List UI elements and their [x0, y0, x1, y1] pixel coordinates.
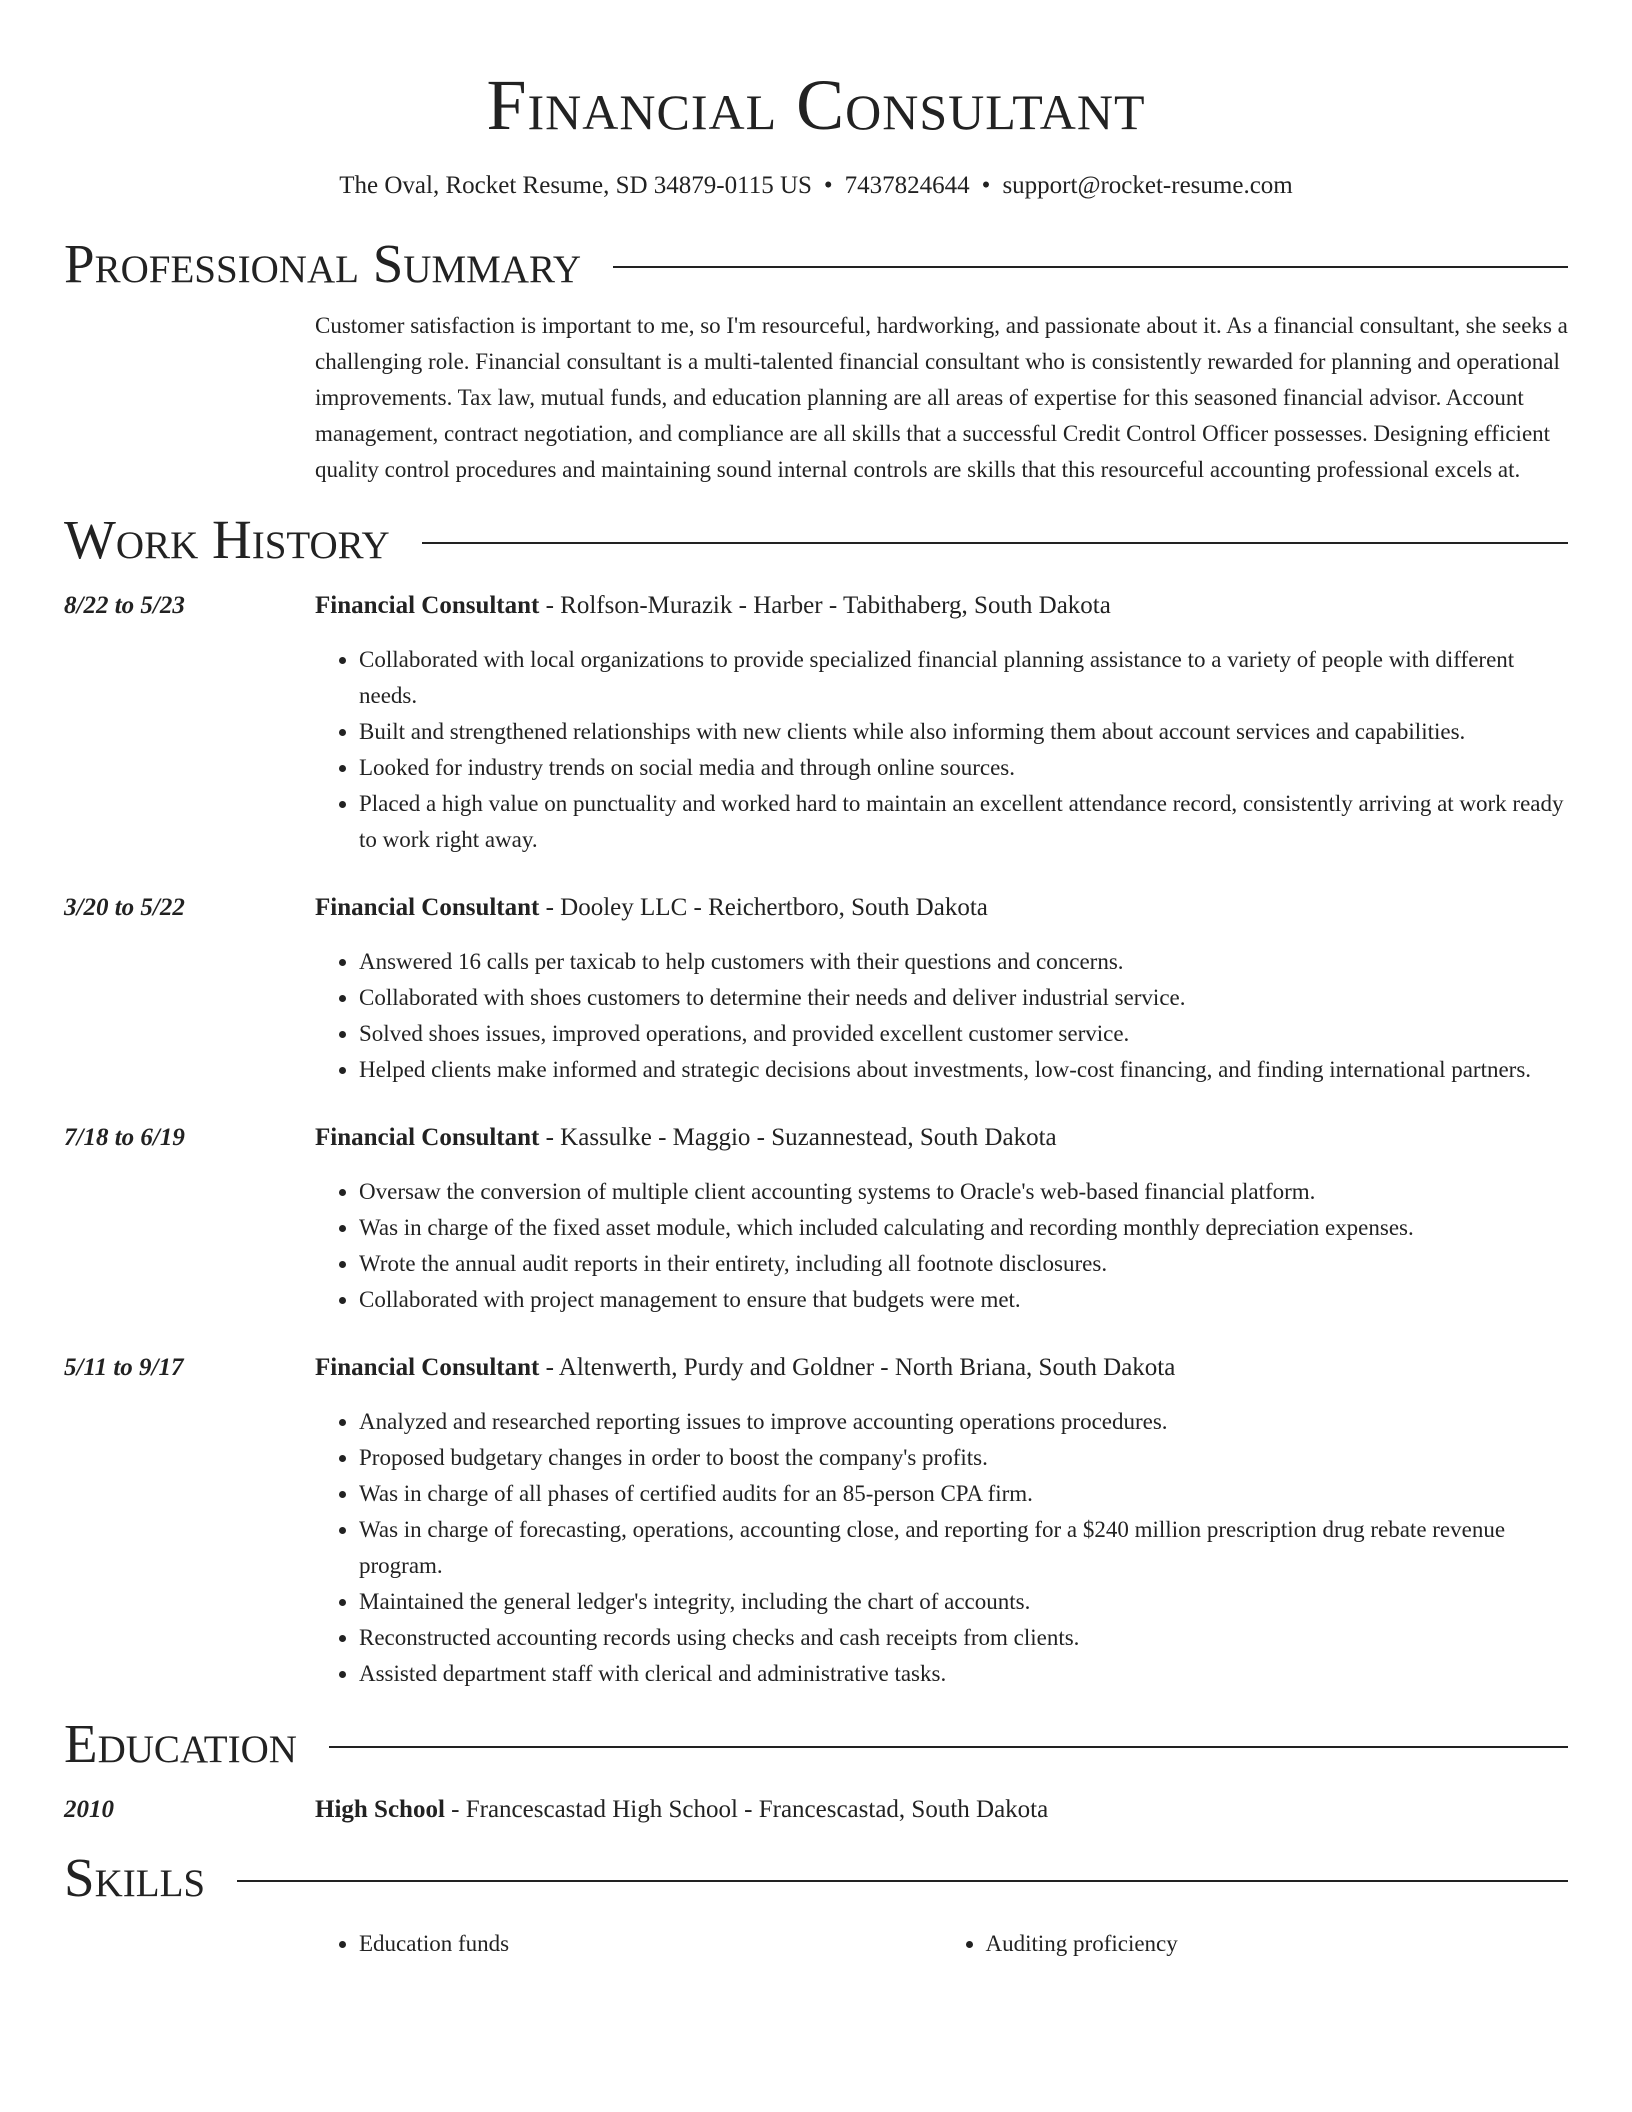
education-entry [64, 1792, 1568, 1828]
job-title-line [315, 1120, 1568, 1156]
job-role: Financial Consultant [315, 1354, 540, 1381]
skills-section [64, 1926, 1568, 1962]
list-item: • Answered 16 calls per taxicab to help customers with their questions and concerns. [359, 944, 1568, 980]
section-divider [329, 1746, 1568, 1748]
list-item: • Collaborated with shoes customers to determine their needs and deliver industrial service. [359, 980, 1568, 1016]
job-dates: 3/20 to 5/22 [64, 894, 185, 921]
education-year: 2010 [64, 1796, 114, 1823]
job-bullets [315, 944, 1568, 1088]
job-employer: - Dooley LLC - Reichertboro, South Dakota [539, 894, 988, 921]
job-entry [64, 588, 1568, 858]
contact-separator: • [823, 172, 833, 199]
contact-email: support@rocket-resume.com [1002, 172, 1293, 199]
job-dates: 8/22 to 5/23 [64, 592, 185, 619]
list-item: • Collaborated with local organizations to provide specialized financial planning assistance to a variety of people with different needs. [359, 642, 1568, 714]
job-employer: - Kassulke - Maggio - Suzannestead, South Dakota [539, 1124, 1057, 1151]
section-divider [237, 1880, 1568, 1882]
list-item: • Was in charge of forecasting, operations, accounting close, and reporting for a $240 million prescription drug rebate revenue program. [359, 1512, 1568, 1584]
job-role: Financial Consultant [315, 592, 540, 619]
contact-line [64, 170, 1568, 202]
list-item: • Wrote the annual audit reports in their entirety, including all footnote disclosures. [359, 1246, 1568, 1282]
list-item: • Oversaw the conversion of multiple client accounting systems to Oracle's web-based financial platform. [359, 1174, 1568, 1210]
list-item: • Maintained the general ledger's integrity, including the chart of accounts. [359, 1584, 1568, 1620]
list-item: • Was in charge of all phases of certified audits for an 85-person CPA firm. [359, 1476, 1568, 1512]
job-bullets [315, 642, 1568, 858]
job-bullets [315, 1404, 1568, 1692]
job-bullets [315, 1174, 1568, 1318]
contact-address: The Oval, Rocket Resume, SD 34879-0115 US [339, 172, 812, 199]
job-title-line [315, 1350, 1568, 1386]
list-item: • Placed a high value on punctuality and worked hard to maintain an excellent attendance record, consistently arriving at work ready to work right away. [359, 786, 1568, 858]
education-section-header [64, 1712, 1568, 1776]
summary-section-title: Professional Summary [64, 233, 582, 294]
summary-text: Customer satisfaction is important to me, so I'm resourceful, hardworking, and passionate about it. As a financial consultant, she seeks a challenging role. Financial consultant is a multi-talented financial consultant who is consistently rewarded for planning and operational improvements. Tax law, mutual funds, and education planning are all areas of expertise for this seasoned financial advisor. Account management, contract negotiation, and compliance are all skills that a successful Credit Control Officer possesses. Designing efficient quality control procedures and maintaining sound internal controls are skills that this resourceful accounting professional excels at. [315, 313, 1568, 482]
skill-item: • Auditing proficiency [986, 1926, 1569, 1962]
education-school: - Francescastad High School - Francescastad, South Dakota [444, 1796, 1049, 1823]
section-divider [613, 266, 1568, 268]
summary-section [64, 308, 1568, 488]
contact-phone: 7437824644 [844, 172, 970, 199]
skills-list-right [942, 1926, 1569, 1962]
skills-section-header [64, 1846, 1568, 1910]
job-employer: - Altenwerth, Purdy and Goldner - North Briana, South Dakota [539, 1354, 1176, 1381]
job-role: Financial Consultant [315, 1124, 540, 1151]
list-item: • Solved shoes issues, improved operations, and provided excellent customer service. [359, 1016, 1568, 1052]
education-degree: High School [315, 1796, 445, 1823]
job-title-line [315, 588, 1568, 624]
list-item: • Built and strengthened relationships with new clients while also informing them about account services and capabilities. [359, 714, 1568, 750]
list-item: • Looked for industry trends on social media and through online sources. [359, 750, 1568, 786]
work-section-header [64, 508, 1568, 572]
job-entry [64, 1350, 1568, 1692]
contact-separator: • [981, 172, 991, 199]
list-item: • Analyzed and researched reporting issues to improve accounting operations procedures. [359, 1404, 1568, 1440]
list-item: • Collaborated with project management to ensure that budgets were met. [359, 1282, 1568, 1318]
section-divider [422, 542, 1568, 544]
education-line [315, 1792, 1568, 1828]
list-item: • Proposed budgetary changes in order to boost the company's profits. [359, 1440, 1568, 1476]
list-item: • Assisted department staff with clerical and administrative tasks. [359, 1656, 1568, 1692]
list-item: • Was in charge of the fixed asset module, which included calculating and recording monthly depreciation expenses. [359, 1210, 1568, 1246]
skills-section-title: Skills [64, 1847, 206, 1908]
list-item: • Helped clients make informed and strategic decisions about investments, low-cost financing, and finding international partners. [359, 1052, 1568, 1088]
resume-name: Financial Consultant [486, 65, 1146, 145]
job-dates: 7/18 to 6/19 [64, 1124, 185, 1151]
list-item: • Reconstructed accounting records using checks and cash receipts from clients. [359, 1620, 1568, 1656]
education-section-title: Education [64, 1713, 297, 1774]
job-employer: - Rolfson-Murazik - Harber - Tabithaberg, South Dakota [539, 592, 1111, 619]
job-entry [64, 890, 1568, 1088]
skill-item: • Education funds [359, 1926, 942, 1962]
summary-section-header [64, 232, 1568, 296]
work-section-title: Work History [64, 509, 390, 570]
job-entry [64, 1120, 1568, 1318]
job-title-line [315, 890, 1568, 926]
skills-list-left [315, 1926, 942, 1962]
job-role: Financial Consultant [315, 894, 540, 921]
job-dates: 5/11 to 9/17 [64, 1354, 184, 1381]
